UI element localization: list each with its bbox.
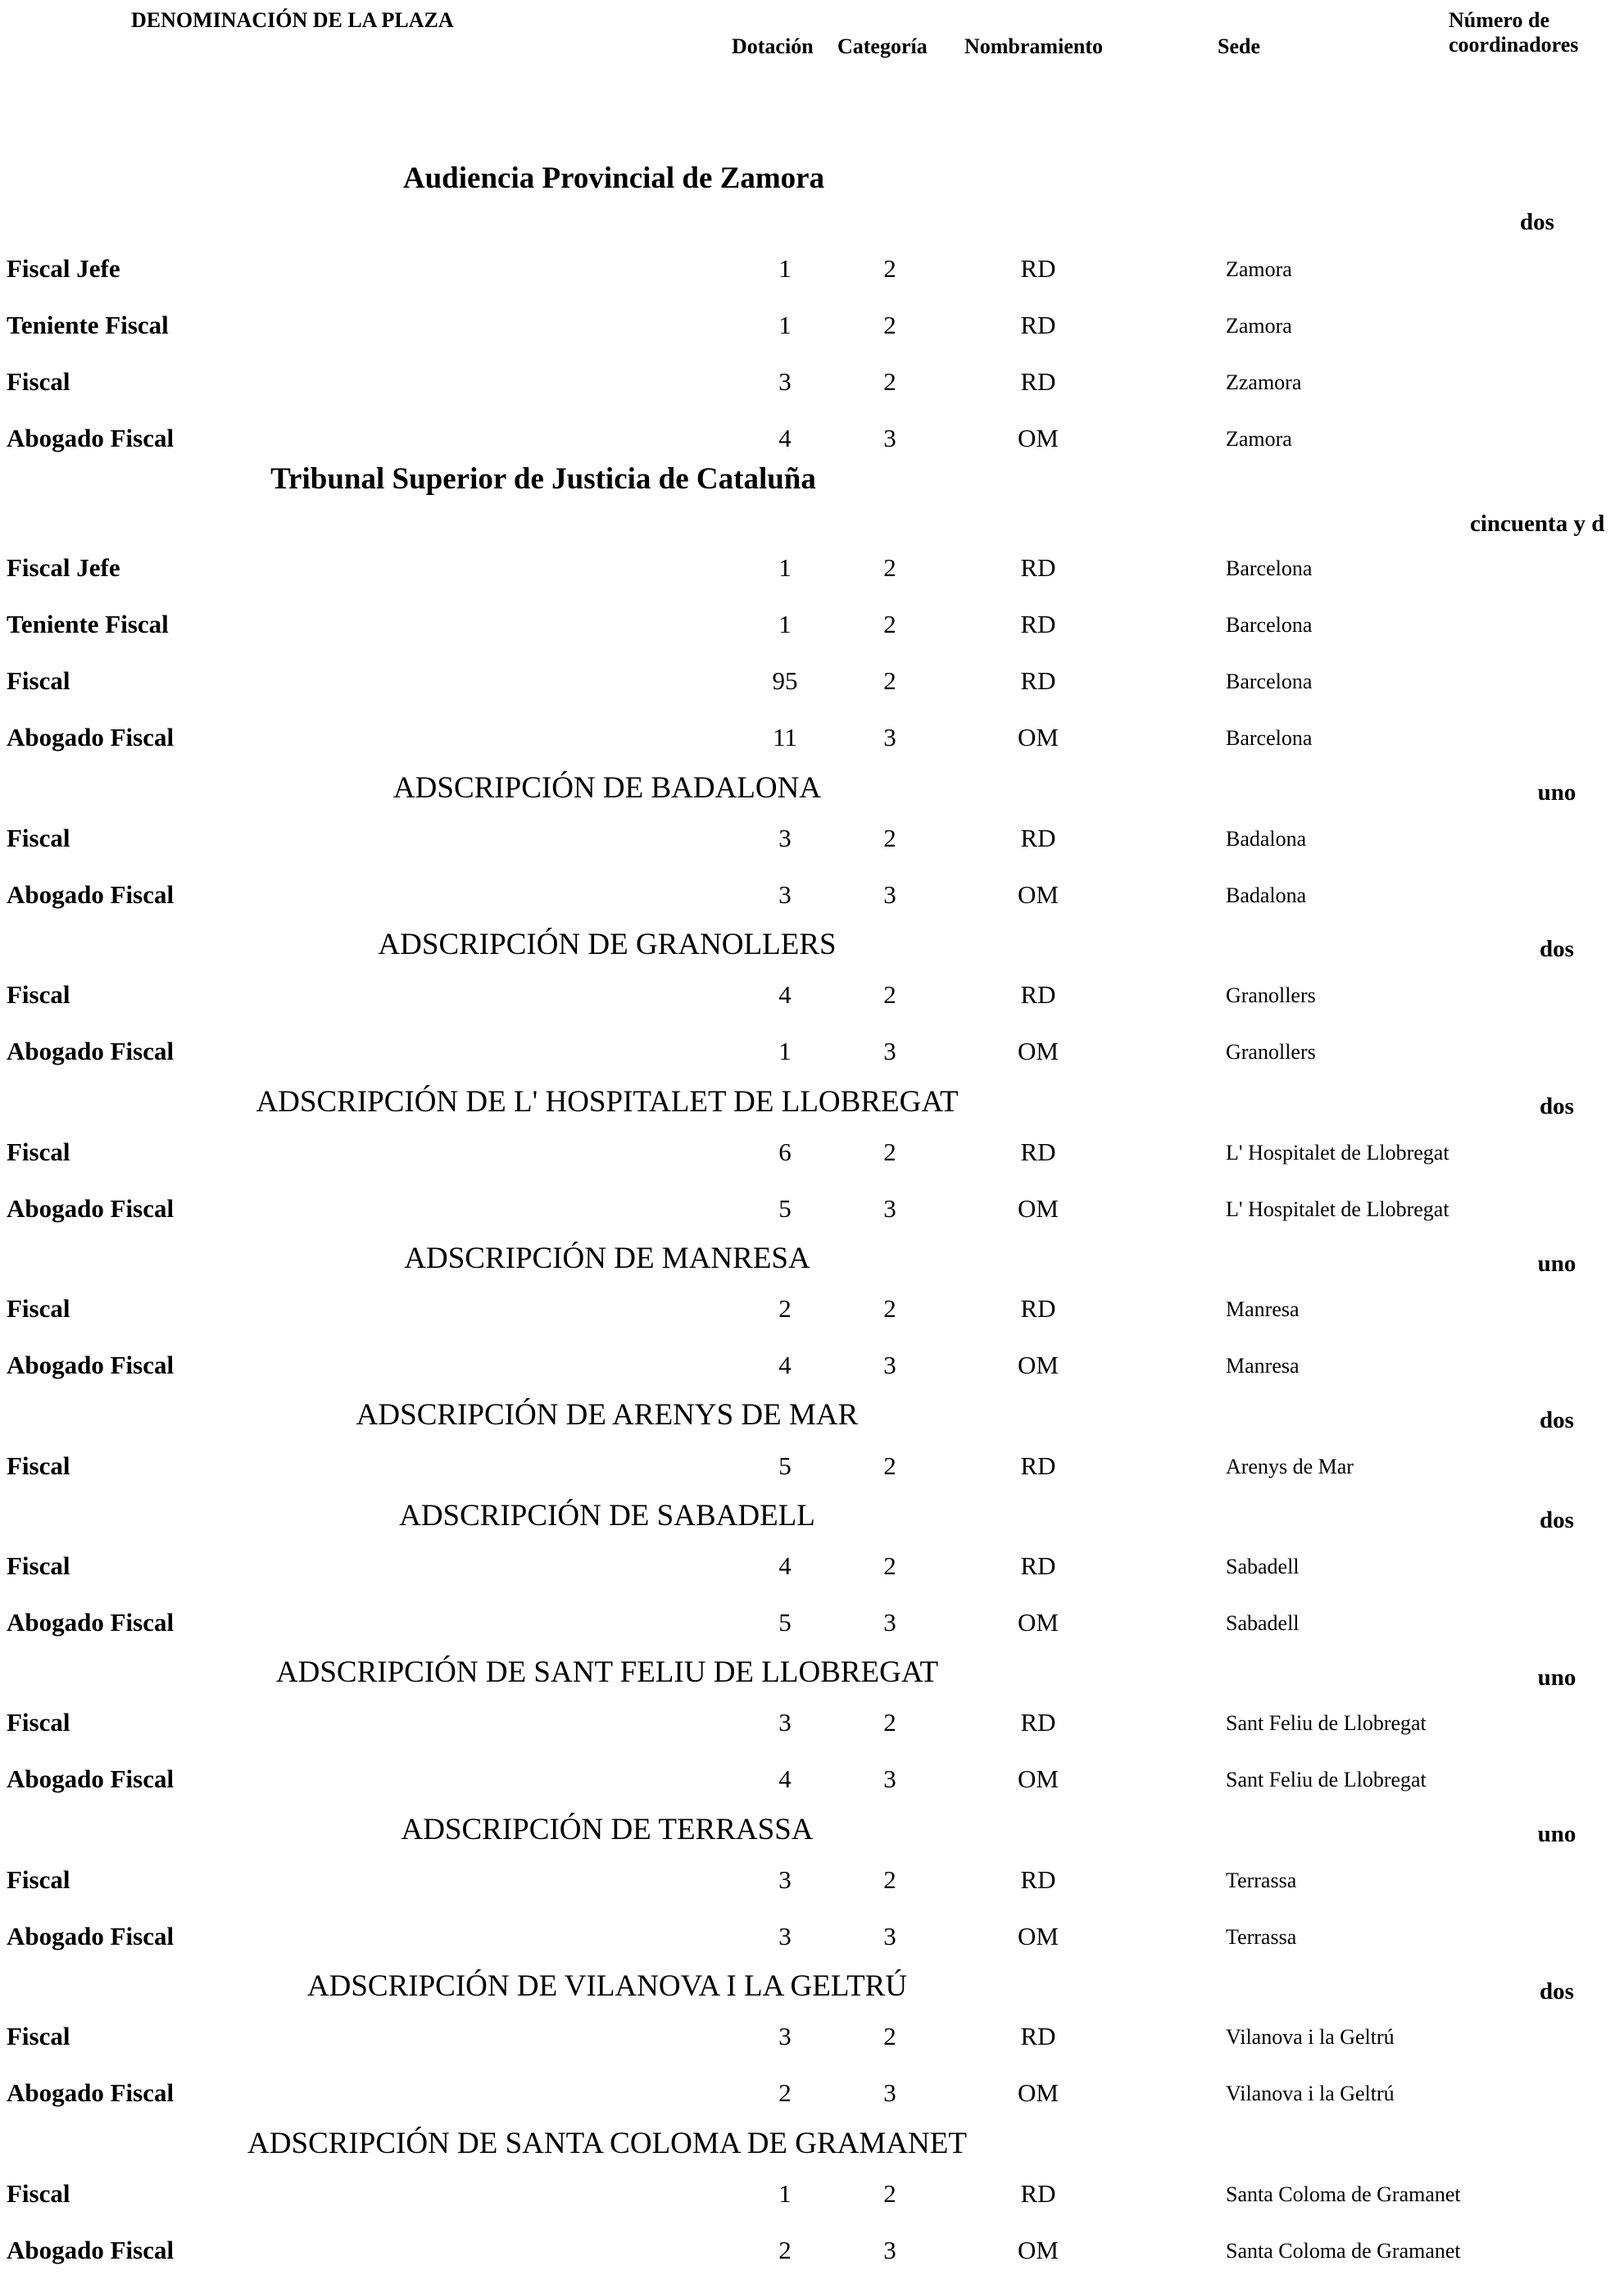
- header-coord-line1: Número de: [1449, 8, 1550, 32]
- nombramiento-value: RD: [1020, 1138, 1056, 1166]
- sede-value: Manresa: [1226, 1354, 1300, 1378]
- dotacion-value: 1: [778, 610, 792, 638]
- categoria-value: 2: [883, 666, 896, 695]
- nombramiento-value: RD: [1020, 610, 1056, 638]
- dotacion-value: 3: [778, 1865, 792, 1894]
- sede-value: L' Hospitalet de Llobregat: [1226, 1197, 1449, 1221]
- plaza-name: Fiscal: [7, 2022, 70, 2050]
- section-title: ADSCRIPCIÓN DE TERRASSA: [401, 1813, 814, 1846]
- dotacion-value: 2: [778, 2078, 792, 2107]
- sede-value: Arenys de Mar: [1226, 1455, 1354, 1478]
- coordinators-count: dos: [1540, 1093, 1574, 1119]
- nombramiento-value: OM: [1018, 424, 1059, 452]
- dotacion-value: 95: [772, 666, 798, 695]
- dotacion-value: 6: [778, 1138, 792, 1166]
- sede-value: Sant Feliu de Llobregat: [1226, 1768, 1427, 1791]
- plaza-name: Abogado Fiscal: [7, 1608, 175, 1637]
- dotacion-value: 3: [778, 824, 792, 852]
- categoria-value: 2: [883, 311, 896, 339]
- nombramiento-value: OM: [1018, 1764, 1059, 1793]
- section-title: ADSCRIPCIÓN DE SABADELL: [399, 1499, 815, 1533]
- nombramiento-value: RD: [1020, 666, 1056, 695]
- sede-value: Barcelona: [1226, 556, 1313, 580]
- dotacion-value: 1: [778, 553, 792, 582]
- dotacion-value: 11: [773, 723, 797, 752]
- categoria-value: 2: [883, 367, 896, 396]
- categoria-value: 3: [883, 424, 896, 452]
- plaza-name: Teniente Fiscal: [7, 311, 169, 339]
- header-coordinadores: [1449, 8, 1578, 57]
- dotacion-value: 5: [778, 1194, 792, 1223]
- sede-value: Sant Feliu de Llobregat: [1226, 1711, 1427, 1735]
- section-title: ADSCRIPCIÓN DE ARENYS DE MAR: [356, 1398, 859, 1432]
- plaza-name: Abogado Fiscal: [7, 2078, 175, 2107]
- header-denominacion: DENOMINACIÓN DE LA PLAZA: [131, 8, 454, 32]
- categoria-value: 3: [883, 1922, 896, 1950]
- section-title: ADSCRIPCIÓN DE GRANOLLERS: [378, 928, 837, 961]
- categoria-value: 3: [883, 1037, 896, 1065]
- categoria-value: 2: [883, 1294, 896, 1323]
- plaza-name: Abogado Fiscal: [7, 2236, 175, 2264]
- plaza-name: Fiscal Jefe: [7, 553, 120, 582]
- section-title: ADSCRIPCIÓN DE SANT FELIU DE LLOBREGAT: [275, 1655, 939, 1689]
- section-title: ADSCRIPCIÓN DE SANTA COLOMA DE GRAMANET: [247, 2127, 967, 2160]
- nombramiento-value: RD: [1020, 1294, 1056, 1323]
- plaza-name: Fiscal: [7, 666, 70, 695]
- plaza-name: Fiscal: [7, 1294, 70, 1323]
- plaza-name: Fiscal: [7, 1551, 70, 1580]
- categoria-value: 2: [883, 1138, 896, 1166]
- dotacion-value: 3: [778, 2022, 792, 2050]
- sede-value: Barcelona: [1226, 613, 1313, 637]
- section-title: ADSCRIPCIÓN DE L' HOSPITALET DE LLOBREGAT: [256, 1085, 959, 1119]
- coordinators-count: cincuenta y d: [1470, 511, 1605, 537]
- coordinators-count: dos: [1540, 1507, 1574, 1533]
- nombramiento-value: RD: [1020, 824, 1056, 852]
- sede-value: Zzamora: [1226, 370, 1302, 394]
- categoria-value: 2: [883, 1865, 896, 1894]
- coordinators-count: dos: [1540, 1407, 1574, 1433]
- nombramiento-value: OM: [1018, 1194, 1059, 1223]
- nombramiento-value: RD: [1020, 553, 1056, 582]
- sede-value: Barcelona: [1226, 670, 1313, 693]
- coordinators-count: dos: [1540, 1978, 1574, 2005]
- plaza-name: Fiscal: [7, 1708, 70, 1737]
- categoria-value: 3: [883, 2078, 896, 2107]
- dotacion-value: 5: [778, 1608, 792, 1637]
- sede-value: Terrassa: [1226, 1869, 1297, 1892]
- sede-value: Sabadell: [1226, 1611, 1300, 1635]
- plaza-name: Abogado Fiscal: [7, 1764, 175, 1793]
- categoria-value: 2: [883, 1451, 896, 1480]
- section-title: Audiencia Provincial de Zamora: [402, 161, 825, 195]
- plaza-name: Fiscal: [7, 980, 70, 1009]
- categoria-value: 2: [883, 610, 896, 638]
- plaza-name: Teniente Fiscal: [7, 610, 169, 638]
- categoria-value: 2: [883, 2179, 896, 2208]
- coordinators-count: uno: [1537, 1664, 1576, 1691]
- nombramiento-value: OM: [1018, 1037, 1059, 1065]
- plaza-name: Fiscal: [7, 1138, 70, 1166]
- categoria-value: 2: [883, 553, 896, 582]
- sede-value: Granollers: [1226, 1040, 1316, 1064]
- sede-value: Badalona: [1226, 827, 1307, 851]
- plaza-name: Fiscal: [7, 2179, 70, 2208]
- plaza-name: Fiscal: [7, 1865, 70, 1894]
- dotacion-value: 4: [778, 980, 792, 1009]
- dotacion-value: 3: [778, 880, 792, 909]
- nombramiento-value: RD: [1020, 1551, 1056, 1580]
- categoria-value: 2: [883, 1708, 896, 1737]
- nombramiento-value: RD: [1020, 1708, 1056, 1737]
- coordinators-count: dos: [1520, 209, 1554, 235]
- dotacion-value: 3: [778, 1708, 792, 1737]
- nombramiento-value: OM: [1018, 2236, 1059, 2264]
- categoria-value: 2: [883, 980, 896, 1009]
- sede-value: Sabadell: [1226, 1555, 1300, 1578]
- header-coord-line2: coordinadores: [1449, 33, 1579, 57]
- categoria-value: 3: [883, 880, 896, 909]
- categoria-value: 2: [883, 824, 896, 852]
- nombramiento-value: OM: [1018, 1922, 1059, 1950]
- header-categoria: Categoría: [837, 34, 928, 58]
- section-title: ADSCRIPCIÓN DE VILANOVA I LA GELTRÚ: [306, 1969, 908, 2003]
- categoria-value: 3: [883, 2236, 896, 2264]
- categoria-value: 3: [883, 1351, 896, 1379]
- plaza-name: Abogado Fiscal: [7, 723, 175, 752]
- categoria-value: 2: [883, 254, 896, 283]
- dotacion-value: 4: [778, 1764, 792, 1793]
- nombramiento-value: RD: [1020, 2179, 1056, 2208]
- sede-value: Santa Coloma de Gramanet: [1226, 2182, 1461, 2206]
- nombramiento-value: RD: [1020, 1865, 1056, 1894]
- plaza-name: Abogado Fiscal: [7, 1194, 175, 1223]
- sede-value: Barcelona: [1226, 726, 1313, 750]
- dotacion-value: 1: [778, 1037, 792, 1065]
- coordinators-count: uno: [1537, 1821, 1576, 1847]
- plaza-name: Abogado Fiscal: [7, 1351, 175, 1379]
- section-title: Tribunal Superior de Justicia de Cataluña: [270, 462, 816, 496]
- sede-value: Granollers: [1226, 983, 1316, 1007]
- plaza-name: Fiscal: [7, 824, 70, 852]
- dotacion-value: 3: [778, 1922, 792, 1950]
- header-sede: Sede: [1218, 34, 1260, 58]
- dotacion-value: 4: [778, 1351, 792, 1379]
- plaza-name: Abogado Fiscal: [7, 1037, 175, 1065]
- coordinators-count: uno: [1537, 1251, 1576, 1277]
- plaza-name: Abogado Fiscal: [7, 1922, 175, 1950]
- section-title: ADSCRIPCIÓN DE MANRESA: [404, 1242, 810, 1275]
- nombramiento-value: RD: [1020, 1451, 1056, 1480]
- categoria-value: 3: [883, 1764, 896, 1793]
- sede-value: Terrassa: [1226, 1925, 1297, 1949]
- dotacion-value: 1: [778, 311, 792, 339]
- sede-value: L' Hospitalet de Llobregat: [1226, 1141, 1449, 1165]
- plaza-name: Fiscal Jefe: [7, 254, 120, 283]
- categoria-value: 3: [883, 1608, 896, 1637]
- nombramiento-value: OM: [1018, 880, 1059, 909]
- nombramiento-value: OM: [1018, 2078, 1059, 2107]
- plaza-name: Abogado Fiscal: [7, 880, 175, 909]
- sede-value: Santa Coloma de Gramanet: [1226, 2239, 1461, 2263]
- nombramiento-value: RD: [1020, 254, 1056, 283]
- sede-value: Badalona: [1226, 883, 1307, 907]
- sede-value: Zamora: [1226, 427, 1292, 451]
- categoria-value: 2: [883, 2022, 896, 2050]
- dotacion-value: 2: [778, 1294, 792, 1323]
- nombramiento-value: OM: [1018, 1351, 1059, 1379]
- nombramiento-value: OM: [1018, 1608, 1059, 1637]
- dotacion-value: 5: [778, 1451, 792, 1480]
- dotacion-value: 4: [778, 1551, 792, 1580]
- sede-value: Vilanova i la Geltrú: [1226, 2082, 1395, 2105]
- categoria-value: 3: [883, 723, 896, 752]
- dotacion-value: 1: [778, 254, 792, 283]
- dotacion-value: 2: [778, 2236, 792, 2264]
- nombramiento-value: RD: [1020, 367, 1056, 396]
- coordinators-count: uno: [1537, 779, 1576, 806]
- nombramiento-value: RD: [1020, 980, 1056, 1009]
- dotacion-value: 4: [778, 424, 792, 452]
- sede-value: Vilanova i la Geltrú: [1226, 2025, 1395, 2049]
- nombramiento-value: OM: [1018, 723, 1059, 752]
- categoria-value: 3: [883, 1194, 896, 1223]
- nombramiento-value: RD: [1020, 311, 1056, 339]
- plaza-name: Fiscal: [7, 367, 70, 396]
- dotacion-value: 1: [778, 2179, 792, 2208]
- dotacion-value: 3: [778, 367, 792, 396]
- sede-value: Manresa: [1226, 1297, 1300, 1321]
- header-dotacion: Dotación: [732, 34, 814, 58]
- nombramiento-value: RD: [1020, 2022, 1056, 2050]
- header-nombramiento: Nombramiento: [964, 34, 1103, 58]
- sede-value: Zamora: [1226, 314, 1292, 338]
- section-title: ADSCRIPCIÓN DE BADALONA: [392, 771, 822, 805]
- coordinators-count: dos: [1540, 936, 1574, 962]
- categoria-value: 2: [883, 1551, 896, 1580]
- plaza-name: Abogado Fiscal: [7, 424, 175, 452]
- plaza-name: Fiscal: [7, 1451, 70, 1480]
- sede-value: Zamora: [1226, 257, 1292, 281]
